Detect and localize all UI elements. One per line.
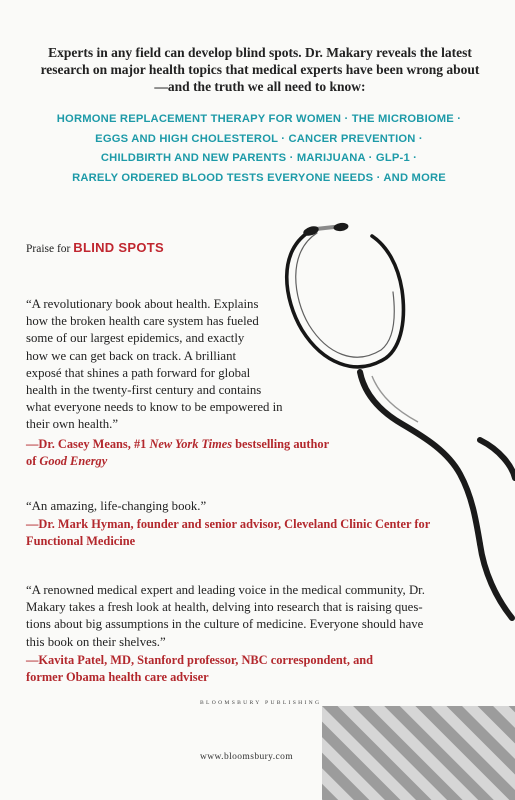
attribution-3 <box>26 652 373 686</box>
quote-1 <box>26 296 283 434</box>
quote-3 <box>26 582 425 651</box>
publisher-mark: BLOOMSBURY PUBLISHING <box>200 700 322 706</box>
praise-prefix: Praise for <box>26 243 71 255</box>
topics-line: HORMONE REPLACEMENT THERAPY FOR WOMEN · THE MICROBIOME · <box>56 113 462 125</box>
publisher-website: www.bloomsbury.com <box>200 752 294 762</box>
attribution-1 <box>26 436 329 470</box>
attribution-italic: New York Times <box>149 437 233 451</box>
attribution-italic: Good Energy <box>39 454 108 469</box>
topics-line: CHILDBIRTH AND NEW PARENTS · MARIJUANA · GLP-1 · <box>100 152 418 164</box>
quote-line: this book on their shelves.” <box>26 634 166 649</box>
attribution-line: —Dr. Mark Hyman, founder and senior advisor, Cleveland Clinic Center for <box>26 517 431 531</box>
attribution-line: former Obama health care adviser <box>26 670 209 685</box>
attribution-line: —Kavita Patel, MD, Stanford professor, NBC correspondent, and <box>26 653 374 667</box>
quote-line: what everyone needs to know to be empowered in <box>26 400 283 415</box>
quote-line: some of our largest epidemics, and exactly <box>26 331 245 346</box>
quote-line: health in the twenty-first century and contains <box>26 383 262 398</box>
attribution-text: —Dr. Casey Means, #1 <box>26 437 150 451</box>
quote-line: “A revolutionary book about health. Explains <box>26 297 259 311</box>
attribution-line <box>26 453 329 470</box>
book-title: BLIND SPOTS <box>73 240 164 255</box>
quote-line: how the broken health care system has fueled <box>26 314 259 329</box>
attribution-text: bestselling author <box>232 437 330 451</box>
attribution-line <box>26 436 329 453</box>
quote-line: how we can get back on track. A brilliant <box>26 348 237 363</box>
quote-line: “A renowned medical expert and leading voice in the medical community, Dr. <box>26 583 425 597</box>
intro-text: Experts in any field can develop blind spots. Dr. Makary reveals the latest research on major health topics that medical experts have been wrong about—and the truth we all need to know: <box>40 45 480 94</box>
attribution-line: Functional Medicine <box>26 534 136 549</box>
quote-line: tions about big assumptions in the culture of medicine. Everyone should have <box>26 617 424 632</box>
attribution-2 <box>26 516 430 550</box>
quote-line: their own health.” <box>26 417 119 432</box>
praise-heading <box>26 240 164 255</box>
quote-line: exposé that shines a path forward for global <box>26 365 251 380</box>
barcode-area <box>322 706 515 800</box>
quote-line: Makary takes a fresh look at health, delving into research that is raising ques- <box>26 600 423 615</box>
topics-line: RARELY ORDERED BLOOD TESTS EVERYONE NEEDS · AND MORE <box>72 171 446 184</box>
quote-2 <box>26 498 206 515</box>
topics-line: EGGS AND HIGH CHOLESTEROL · CANCER PREVENTION · <box>95 132 423 145</box>
quote-line: “An amazing, life-changing book.” <box>26 499 207 513</box>
attribution-text: of <box>26 454 40 469</box>
